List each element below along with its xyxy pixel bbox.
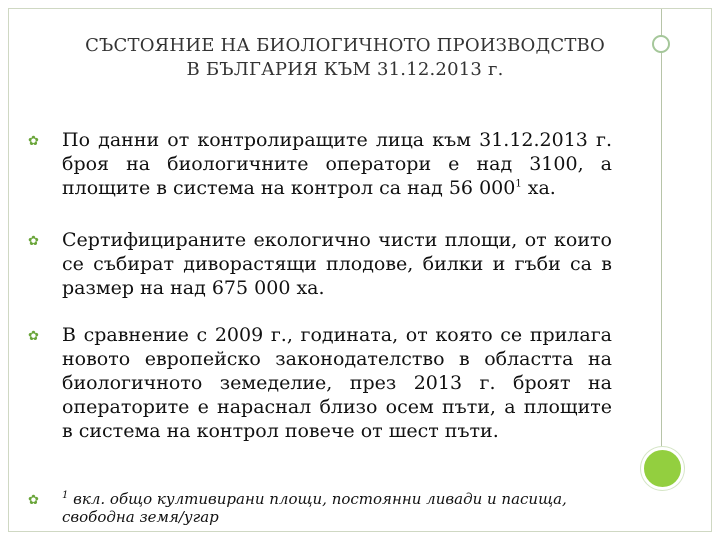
decorative-ring [652,35,670,53]
footnote-number: 1 [62,490,69,501]
slide-title [50,34,640,82]
decorative-green-circle [641,447,684,490]
bullet-icon: ✿ [28,493,39,508]
paragraph-3: В сравнение с 2009 г., годината, от която се прилага новото европейско законодателство в областта на биологичното земеделие, през 2013 г. броят на операторите е нараснал близо осем пъти, а площите в система на контрол повече от шест пъти. [62,324,612,442]
paragraph-1-unit: ха. [521,177,556,199]
paragraph-1 [62,128,612,200]
paragraph-2: Сертифицираните екологично чисти площи, от които се събират диворастящи плодове, билки и гъби са в размер на над 675 000 ха. [62,229,612,299]
decorative-vertical-line [661,9,662,450]
footnote-text: вкл. общо култивирани площи, постоянни ливади и пасища, свободна земя/угар [62,490,567,526]
paragraph-1-text: По данни от контролиращите лица към 31.12.2013 г. броя на биологичните оператори е над 3100, а площите в система на контрол са над 56 000 [62,129,612,199]
title-line-1: СЪСТОЯНИЕ НА БИОЛОГИЧНОТО ПРОИЗВОДСТВО [85,35,605,56]
footnote-marker: 1 [515,178,522,190]
title-line-2: В БЪЛГАРИЯ КЪМ 31.12.2013 г. [186,59,504,80]
bullet-icon: ✿ [28,134,39,149]
footnote [62,490,622,526]
bullet-icon: ✿ [28,329,39,344]
bullet-icon: ✿ [28,234,39,249]
